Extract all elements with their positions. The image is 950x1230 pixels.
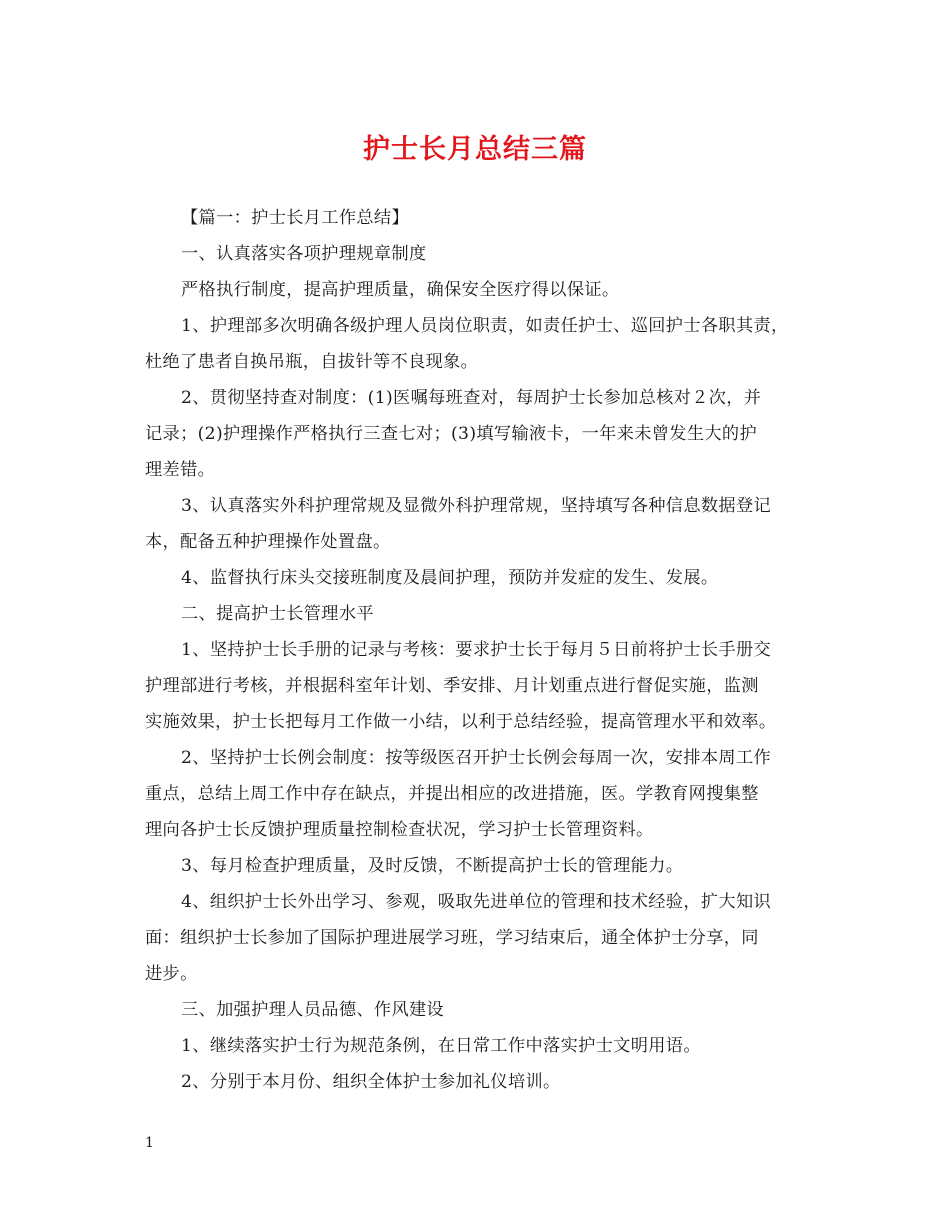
page-number: 1 xyxy=(145,1135,154,1151)
text-line: 1、继续落实护士行为规范条例，在日常工作中落实护士文明用语。 xyxy=(181,1036,701,1056)
text-line: 本，配备五种护理操作处置盘。 xyxy=(145,532,391,552)
paragraph xyxy=(145,1028,815,1064)
paragraph xyxy=(145,200,815,236)
page-title: 护士长月总结三篇 xyxy=(363,134,587,165)
paragraph xyxy=(145,272,815,308)
paragraph xyxy=(145,308,815,380)
paragraph xyxy=(145,488,815,560)
paragraph xyxy=(145,848,815,884)
paragraph xyxy=(145,596,815,632)
paragraph xyxy=(145,992,815,1028)
text-line: 2、贯彻坚持查对制度：(1)医嘱每班查对，每周护士长参加总核对２次，并 xyxy=(181,388,762,408)
text-line: 理差错。 xyxy=(145,460,216,480)
paragraph xyxy=(145,236,815,272)
text-line: 2、坚持护士长例会制度：按等级医召开护士长例会每周一次，安排本周工作 xyxy=(181,748,772,768)
paragraph xyxy=(145,1064,815,1100)
text-line: 严格执行制度，提高护理质量，确保安全医疗得以保证。 xyxy=(181,280,620,300)
text-line: 面：组织护士长参加了国际护理进展学习班，学习结束后，通全体护士分享，同 xyxy=(145,928,759,948)
text-line: 【篇一：护士长月工作总结】 xyxy=(181,208,409,228)
text-line: 4、监督执行床头交接班制度及晨间护理，预防并发症的发生、发展。 xyxy=(181,568,719,588)
text-line: 理向各护士长反馈护理质量控制检查状况，学习护士长管理资料。 xyxy=(145,820,654,840)
text-line: 3、每月检查护理质量，及时反馈，不断提高护士长的管理能力。 xyxy=(181,856,684,876)
paragraph xyxy=(145,632,815,740)
text-line: 重点，总结上周工作中存在缺点，并提出相应的改进措施，医。学教育网搜集整 xyxy=(145,784,759,804)
text-line: 杜绝了患者自换吊瓶，自拔针等不良现象。 xyxy=(145,352,479,372)
text-line: 1、坚持护士长手册的记录与考核：要求护士长于每月５日前将护士长手册交 xyxy=(181,640,772,660)
text-line: 一、认真落实各项护理规章制度 xyxy=(181,244,427,264)
text-line: 三、加强护理人员品德、作风建设 xyxy=(181,1000,445,1020)
document-body xyxy=(145,200,815,1100)
text-line: 4、组织护士长外出学习、参观，吸取先进单位的管理和技术经验，扩大知识 xyxy=(181,892,772,912)
text-line: 3、认真落实外科护理常规及显微外科护理常规，坚持填写各种信息数据登记 xyxy=(181,496,772,516)
text-line: 实施效果，护士长把每月工作做一小结，以利于总结经验，提高管理水平和效率。 xyxy=(145,712,777,732)
text-line: 二、提高护士长管理水平 xyxy=(181,604,374,624)
text-line: 2、分别于本月份、组织全体护士参加礼仪培训。 xyxy=(181,1072,561,1092)
paragraph xyxy=(145,884,815,992)
text-line: 记录；(2)护理操作严格执行三查七对；(3)填写输液卡，一年来未曾发生大的护 xyxy=(145,424,757,444)
paragraph xyxy=(145,740,815,848)
text-line: 进步。 xyxy=(145,964,198,984)
text-line: 护理部进行考核，并根据科室年计划、季安排、月计划重点进行督促实施，监测 xyxy=(145,676,759,696)
text-line: 1、护理部多次明确各级护理人员岗位职责，如责任护士、巡回护士各职其责， xyxy=(181,316,789,336)
paragraph xyxy=(145,380,815,488)
paragraph xyxy=(145,560,815,596)
